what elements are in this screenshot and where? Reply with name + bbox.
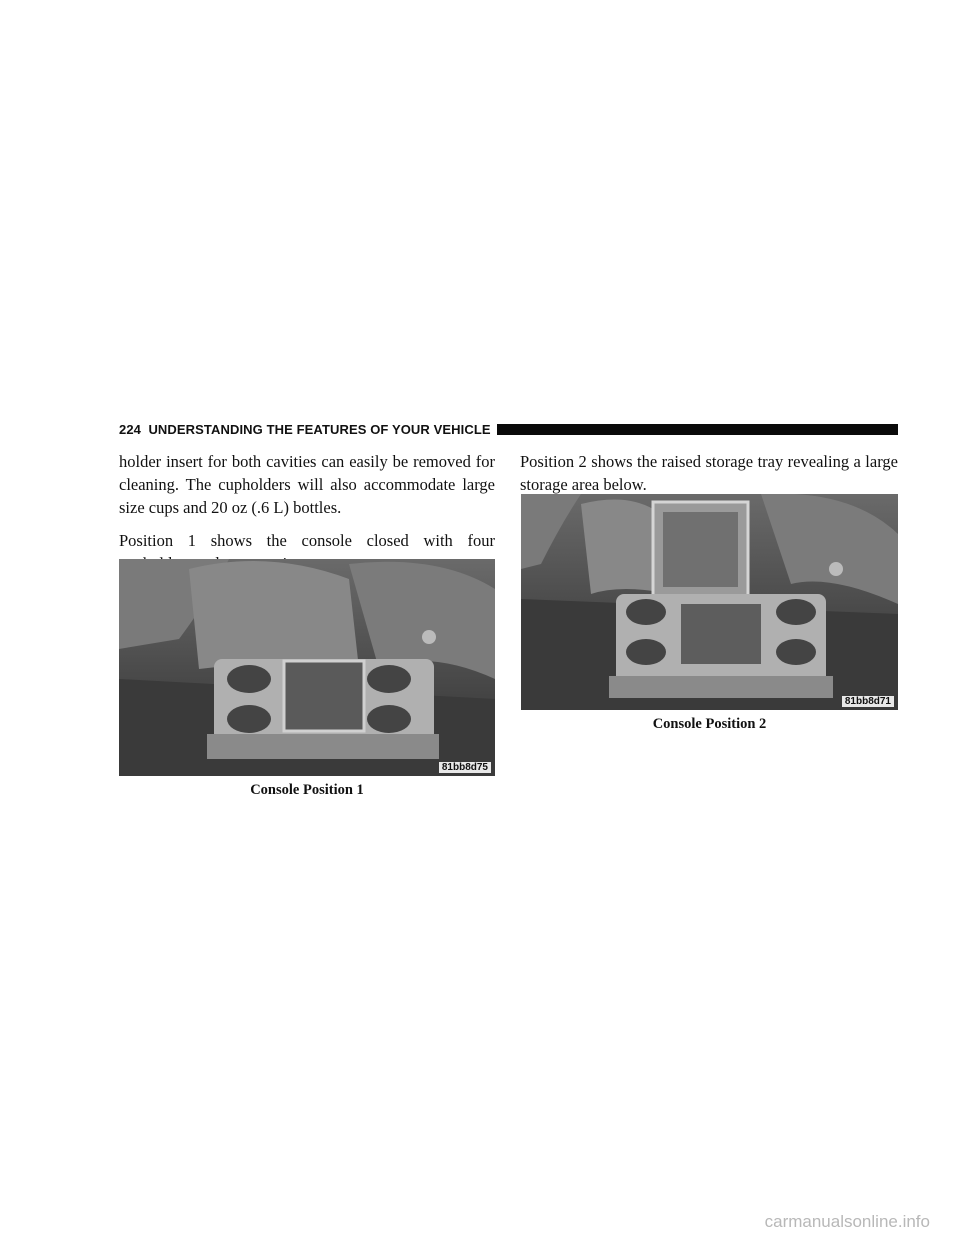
- right-paragraph-1: Position 2 shows the raised storage tray revealing a large storage area below.: [520, 452, 898, 494]
- console-position-2-image: [521, 494, 898, 710]
- left-paragraph-1: holder insert for both cavities can easily be removed for cleaning. The cupholders will also accommodate large size cups and 20 oz (.6 L) bottles.: [119, 452, 495, 517]
- console-open-illustration: [521, 494, 898, 710]
- figure-code: 81bb8d75: [439, 762, 491, 773]
- console-closed-illustration: [119, 559, 495, 776]
- figure-code: 81bb8d71: [842, 696, 894, 707]
- header-text: [119, 422, 491, 437]
- figure-caption-1: Console Position 1: [250, 782, 364, 798]
- page-number: 224: [119, 421, 141, 437]
- left-paragraph-2: Position 1 shows the console closed with four: [119, 531, 495, 550]
- figure-caption-2: Console Position 2: [652, 716, 767, 732]
- section-title: UNDERSTANDING THE FEATURES OF YOUR VEHICLE: [148, 421, 491, 437]
- page-header: [119, 419, 898, 439]
- console-position-1-image: [119, 559, 495, 776]
- header-rule: [497, 424, 898, 435]
- watermark: carmanualsonline.info: [764, 1212, 930, 1231]
